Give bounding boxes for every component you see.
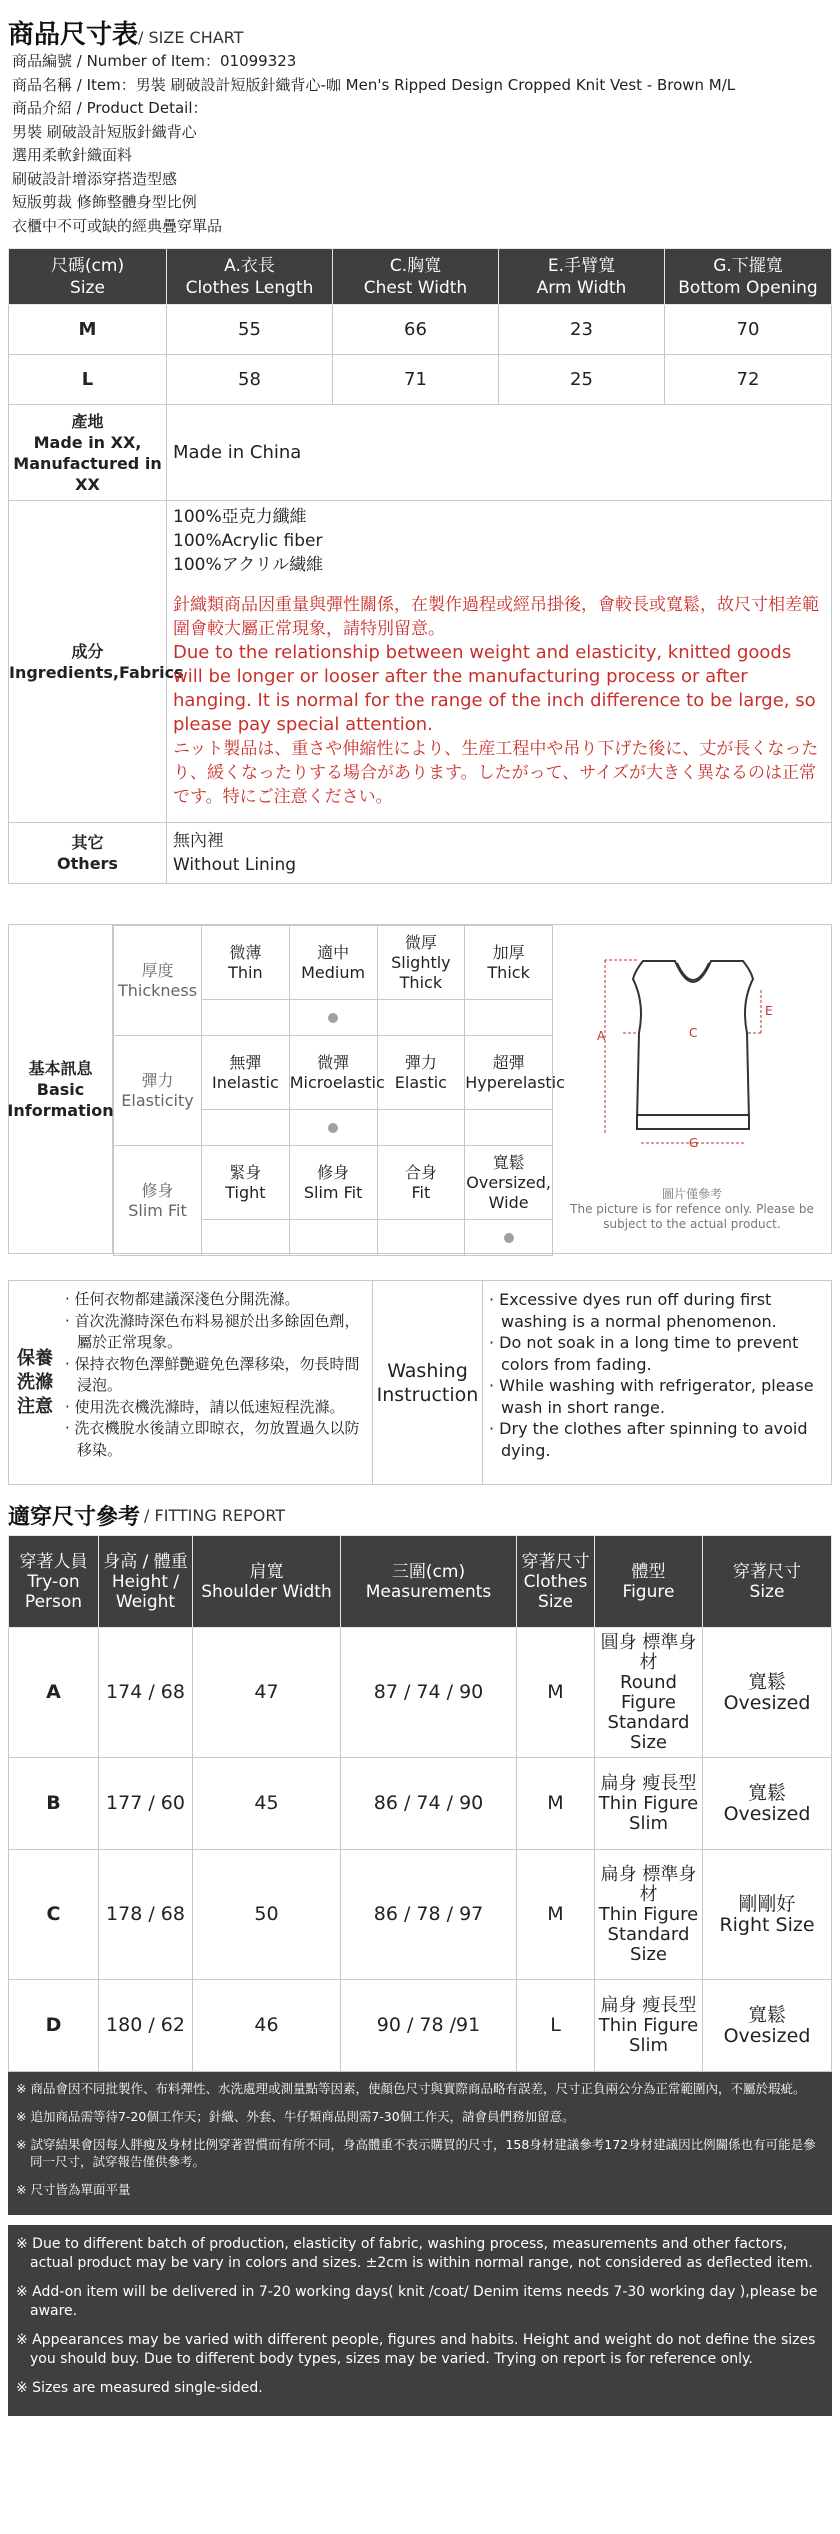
elasticity-option (377, 1036, 465, 1110)
info-product-detail-label: 商品介紹 / Product Detail： (12, 99, 208, 117)
fit-person: A (9, 1628, 99, 1758)
opt-zh: 微薄 (229, 942, 262, 962)
fit-option (289, 1146, 377, 1220)
thickness-option (465, 926, 553, 1000)
info-detail-line: 男裝 刷破設計短版針織背心 (12, 122, 197, 141)
note-en: ※ Due to different batch of production, elasticity of fabric, washing process, measurements and other factors, actual product may be vary in colors and sizes. ±2cm is within normal range, not considered as deflected item. (16, 2236, 813, 2271)
fit-result-zh: 寬鬆 (747, 1781, 786, 1804)
size-label: L (9, 355, 167, 405)
fit-measurements: 90 / 78 /91 (341, 1980, 517, 2072)
basic-info-label-en: Basic Information (7, 1079, 114, 1120)
fit-result-zh: 剛剛好 (738, 1892, 796, 1915)
fit-shoulder: 47 (193, 1628, 341, 1758)
opt-en: Inelastic (211, 1072, 279, 1092)
size-row-m (9, 305, 832, 355)
diagram-label-e: E (765, 1004, 773, 1018)
fit-header-shoulder (193, 1536, 341, 1628)
header-size (9, 249, 167, 305)
washing-item-en: · Do not soak in a long time to prevent colors from fading. (489, 1333, 799, 1374)
size-chart-title-en: / SIZE CHART (138, 28, 244, 47)
opt-zh: 合身 (404, 1162, 437, 1182)
basic-info-label (9, 925, 113, 1253)
dot-cell (377, 1220, 465, 1256)
fit-result (703, 1850, 832, 1980)
fit-label (114, 1146, 202, 1256)
washing-item-en: · Dry the clothes after spinning to avoid dying. (489, 1419, 808, 1460)
cat-zh: 厚度 (141, 960, 174, 980)
diagram-label-g: G (689, 1136, 699, 1150)
knit-warning-zh: 針織類商品因重量與彈性關係，在製作過程或經吊掛後，會較長或寬鬆，故尺寸相差範圍會較大屬正常現象，請特別留意。 (173, 595, 819, 639)
size-value: 58 (167, 355, 333, 405)
washing-item-text: 首次洗滌時深色布料易褪於出多餘固色劑，屬於正常現象。 (74, 1311, 360, 1351)
thickness-option (289, 926, 377, 1000)
fabric-line: 100%Acrylic fiber (173, 531, 323, 551)
opt-en: Tight (225, 1182, 266, 1202)
opt-en: Slightly Thick (391, 952, 451, 992)
fit-hw: 177 / 60 (99, 1758, 193, 1850)
others-label-en: Others (57, 854, 118, 873)
fit-header-zh: 穿著尺寸 (733, 1561, 801, 1582)
size-chart-title (8, 0, 832, 50)
elasticity-label (114, 1036, 202, 1146)
washing-item-en: · Excessive dyes run off during first washing is a normal phenomenon. (489, 1290, 777, 1331)
origin-label-en: Made in XX, Manufactured in XX (13, 432, 162, 494)
cat-zh: 彈力 (141, 1070, 174, 1090)
info-detail-line: 短版剪裁 修飾整體身型比例 (12, 193, 197, 211)
fit-shoulder: 50 (193, 1850, 341, 1980)
cat-zh: 修身 (141, 1180, 174, 1200)
fit-figure-en: Thin Figure Slim (598, 1792, 699, 1834)
notes-zh (8, 2072, 832, 2215)
fit-shoulder: 46 (193, 1980, 341, 2072)
opt-en: Slim Fit (303, 1182, 363, 1202)
selected-dot-icon (504, 1233, 514, 1243)
dot-cell (465, 1110, 553, 1146)
header-arm (499, 249, 665, 305)
fit-header-figure (595, 1536, 703, 1628)
selected-dot-icon (328, 1013, 338, 1023)
fit-result (703, 1628, 832, 1758)
others-value (167, 823, 832, 884)
fitting-row (9, 1628, 832, 1758)
fit-figure (595, 1628, 703, 1758)
others-value-zh: 無內裡 (173, 831, 224, 851)
header-length (167, 249, 333, 305)
fitting-title-en: / FITTING REPORT (144, 1505, 286, 1525)
fit-header-zh: 穿著人員 (19, 1551, 88, 1572)
picture-note (553, 1187, 831, 1232)
dot-cell (289, 1000, 377, 1036)
knit-warning-jp: ニット製品は、重さや伸縮性により、生産工程中や吊り下げた後に、丈が長くなったり、緩くなったりする場合があります。したがって、サイズが大きく異なるのは正常です。特にご注意ください。 (173, 739, 819, 807)
washing-list-zh (61, 1281, 373, 1484)
washing-item-zh: · 首次洗滌時深色布料易褪於出多餘固色劑，屬於正常現象。 (65, 1311, 360, 1351)
fit-header-hw (99, 1536, 193, 1628)
fit-option (202, 1146, 290, 1220)
washing-item-zh: · 洗衣機脫水後請立即晾衣，勿放置過久以防移染。 (65, 1419, 360, 1459)
fit-figure-en: Thin Figure Slim (598, 2014, 699, 2056)
opt-en: Elastic (394, 1072, 447, 1092)
fitting-row (9, 1758, 832, 1850)
info-item-name: 商品名稱 / Item：男裝 刷破設計短版針織背心-咖 Men's Ripped Design Cropped Knit Vest - Brown M/L (12, 75, 736, 94)
fit-header-en: Size (749, 1581, 785, 1602)
fitting-title (8, 1495, 832, 1535)
fit-header-zh: 穿著尺寸 (521, 1551, 590, 1572)
fit-option (465, 1146, 553, 1220)
fit-header-en: Try-on Person (24, 1571, 83, 1612)
washing-label-zh-text: 保養洗滌注意 (17, 1347, 53, 1417)
fabric-line: 100%亞克力纖維 (173, 507, 307, 527)
opt-en: Hyperelastic (465, 1072, 565, 1092)
fit-figure-zh: 圓身 標準身材 (600, 1631, 697, 1673)
washing-item-text: Excessive dyes run off during first washing is a normal phenomenon. (499, 1290, 777, 1331)
dot-cell (465, 1220, 553, 1256)
fit-figure-zh: 扁身 瘦長型 (600, 1994, 697, 2016)
others-row (9, 823, 832, 884)
fit-measurements: 86 / 74 / 90 (341, 1758, 517, 1850)
washing-item-text: 洗衣機脫水後請立即晾衣，勿放置過久以防移染。 (74, 1419, 360, 1459)
fit-figure-en: Round Figure Standard Size (607, 1671, 690, 1753)
washing-label-en: Washing Instruction (373, 1281, 483, 1484)
note-zh: ※ 追加商品需等待7-20個工作天；針織、外套、牛仔類商品則需7-30個工作天，請會員們務加留意。 (16, 2109, 575, 2124)
dot-cell (377, 1000, 465, 1036)
size-value: 25 (499, 355, 665, 405)
size-value: 72 (665, 355, 832, 405)
washing-item-text: While washing with refrigerator, please wash in short range. (499, 1376, 814, 1417)
elasticity-option (465, 1036, 565, 1110)
header-en: Bottom Opening (678, 277, 818, 298)
dot-cell (202, 1000, 290, 1036)
washing-section (8, 1280, 832, 1485)
fit-clothes-size: M (517, 1628, 595, 1758)
fit-option (377, 1146, 465, 1220)
fit-figure-en: Thin Figure Standard Size (598, 1903, 699, 1965)
picture-note-zh: 圖片僅參考 (661, 1187, 722, 1201)
opt-zh: 微厚 (404, 932, 437, 952)
header-en: Clothes Length (185, 277, 314, 298)
dot-cell (202, 1110, 290, 1146)
fitting-row (9, 1850, 832, 1980)
fit-header-size (703, 1536, 832, 1628)
info-detail-line: 選用柔軟針織面料 (12, 146, 133, 164)
fit-header-zh: 體型 (631, 1561, 666, 1582)
cat-en: Slim Fit (128, 1200, 187, 1220)
thickness-label (114, 926, 202, 1036)
vest-diagram-icon (593, 955, 793, 1165)
size-value: 66 (333, 305, 499, 355)
fit-clothes-size: M (517, 1758, 595, 1850)
basic-info-label-zh: 基本訊息 (28, 1058, 93, 1078)
dot-cell (289, 1220, 377, 1256)
opt-zh: 加厚 (492, 942, 525, 962)
fit-result-zh: 寬鬆 (747, 1670, 786, 1693)
fit-hw: 178 / 68 (99, 1850, 193, 1980)
fabric-line: 100%アクリル繊維 (173, 555, 324, 575)
opt-zh: 彈力 (404, 1052, 437, 1072)
notes-en (8, 2225, 832, 2416)
fit-header-measurements (341, 1536, 517, 1628)
note-zh: ※ 尺寸皆為單面平量 (16, 2182, 131, 2197)
fitting-table (8, 1535, 832, 2072)
dot-cell (289, 1110, 377, 1146)
others-label-zh: 其它 (71, 833, 104, 852)
opt-zh: 寬鬆 (492, 1152, 525, 1172)
origin-value: Made in China (167, 405, 832, 501)
fit-header-en: Measurements (365, 1581, 492, 1602)
header-en: Size (70, 277, 105, 298)
fit-figure (595, 1850, 703, 1980)
fit-person: B (9, 1758, 99, 1850)
thickness-option (202, 926, 290, 1000)
garment-diagram (553, 925, 831, 1253)
opt-en: Oversized, Wide (466, 1172, 551, 1212)
opt-en: Thin (228, 962, 263, 982)
fit-person: D (9, 1980, 99, 2072)
fit-header-zh: 三圍(cm) (391, 1561, 466, 1582)
thickness-option (377, 926, 465, 1000)
header-zh: A.衣長 (224, 255, 275, 276)
fit-result-en: Ovesized (723, 1691, 811, 1714)
size-table (8, 248, 832, 884)
fabric-label-zh: 成分 (71, 641, 104, 661)
info-detail-line: 刷破設計增添穿搭造型感 (12, 169, 178, 188)
dot-cell (202, 1220, 290, 1256)
product-info (8, 50, 832, 238)
fit-figure (595, 1980, 703, 2072)
washing-item-text: 使用洗衣機洗滌時，請以低速短程洗滌。 (74, 1397, 345, 1416)
cat-en: Thickness (117, 980, 198, 1000)
fit-header-en: Height / Weight (111, 1571, 180, 1612)
elasticity-option (202, 1036, 290, 1110)
knit-warning-en: Due to the relationship between weight and elasticity, knitted goods will be longer or looser after the manufacturing process or after hanging. It is normal for the range of the inch difference to be large, so please pay special attention. (173, 642, 816, 735)
fit-header-en: Figure (622, 1581, 675, 1602)
fabric-label (9, 501, 184, 823)
elasticity-option (289, 1036, 385, 1110)
washing-item-zh: · 使用洗衣機洗滌時，請以低速短程洗滌。 (65, 1397, 345, 1416)
fit-header-en: Shoulder Width (201, 1581, 332, 1602)
opt-en: Thick (487, 962, 530, 982)
header-en: Chest Width (363, 277, 468, 298)
washing-label-zh (9, 1281, 61, 1484)
cat-en: Elasticity (121, 1090, 194, 1110)
fit-clothes-size: M (517, 1850, 595, 1980)
header-zh: G.下擺寬 (713, 255, 783, 276)
selected-dot-icon (328, 1123, 338, 1133)
header-zh: E.手臂寬 (547, 255, 616, 276)
dot-cell (377, 1110, 465, 1146)
origin-label-zh: 產地 (71, 411, 104, 431)
note-en: ※ Sizes are measured single-sided. (16, 2380, 263, 2396)
opt-zh: 緊身 (229, 1162, 262, 1182)
info-item-number: 商品編號 / Number of Item：01099323 (12, 52, 297, 70)
note-zh: ※ 試穿結果會因每人胖瘦及身材比例穿著習慣而有所不同，身高體重不表示購買的尺寸，158身材建議參考172身材建議因比例關係也有可能是參同一尺寸，試穿報告僅供參考。 (16, 2137, 816, 2169)
opt-en: Medium (301, 962, 366, 982)
fitting-title-zh: 適穿尺寸參考 (8, 1504, 141, 1530)
fit-result (703, 1758, 832, 1850)
fit-shoulder: 45 (193, 1758, 341, 1850)
fit-person: C (9, 1850, 99, 1980)
opt-en: Microelastic (289, 1072, 385, 1092)
diagram-label-a: A (597, 1029, 606, 1043)
washing-list-en (483, 1281, 831, 1484)
opt-en: Fit (411, 1182, 431, 1202)
note-en: ※ Appearances may be varied with different people, figures and habits. Height and weight do not define the sizes you should buy. Due to different body types, sizes may be varied. Trying on report is for reference only. (16, 2332, 816, 2367)
fit-figure (595, 1758, 703, 1850)
fabric-value (167, 501, 832, 823)
fit-header-person (9, 1536, 99, 1628)
fabric-label-en: Ingredients,Fabrics (9, 662, 184, 682)
washing-item-text: 保持衣物色澤鮮艷避免色澤移染，勿長時間浸泡。 (74, 1354, 360, 1394)
info-detail-line: 衣櫃中不可或缺的經典疊穿單品 (12, 216, 223, 235)
fitting-row (9, 1980, 832, 2072)
washing-item-text: 任何衣物都建議深淺色分開洗滌。 (74, 1290, 300, 1308)
dot-cell (465, 1000, 553, 1036)
header-zh: 尺碼(cm) (50, 255, 125, 276)
fit-hw: 180 / 62 (99, 1980, 193, 2072)
fit-figure-zh: 扁身 標準身材 (600, 1863, 697, 1905)
header-chest (333, 249, 499, 305)
size-value: 55 (167, 305, 333, 355)
washing-item-text: Dry the clothes after spinning to avoid dying. (499, 1419, 808, 1460)
size-row-l (9, 355, 832, 405)
header-bottom (665, 249, 832, 305)
size-value: 70 (665, 305, 832, 355)
fit-result (703, 1980, 832, 2072)
washing-item-zh: · 保持衣物色澤鮮艷避免色澤移染，勿長時間浸泡。 (65, 1354, 360, 1394)
fit-result-en: Ovesized (723, 2024, 811, 2047)
basic-info-section (8, 924, 832, 1254)
others-label (9, 823, 167, 884)
washing-item-zh: · 任何衣物都建議深淺色分開洗滌。 (65, 1290, 300, 1308)
fit-result-en: Ovesized (723, 1802, 811, 1825)
size-value: 71 (333, 355, 499, 405)
note-en: ※ Add-on item will be delivered in 7-20 working days( knit /coat/ Denim items needs 7-30 working day ),please be aware. (16, 2284, 818, 2319)
fit-result-zh: 寬鬆 (747, 2003, 786, 2026)
fabric-row (9, 501, 832, 823)
fit-clothes-size: L (517, 1980, 595, 2072)
origin-label (9, 405, 167, 501)
size-table-header (9, 249, 832, 305)
washing-item-text: Do not soak in a long time to prevent colors from fading. (499, 1333, 799, 1374)
fit-result-en: Right Size (719, 1913, 815, 1936)
header-en: Arm Width (536, 277, 627, 298)
opt-zh: 超彈 (492, 1052, 525, 1072)
opt-zh: 修身 (317, 1162, 350, 1182)
picture-note-en: The picture is for refence only. Please be subject to the actual product. (570, 1202, 814, 1231)
washing-item-en: · While washing with refrigerator, please wash in short range. (489, 1376, 814, 1417)
origin-row (9, 405, 832, 501)
fit-header-zh: 身高 / 體重 (103, 1551, 188, 1572)
fit-figure-zh: 扁身 瘦長型 (600, 1772, 697, 1794)
others-value-en: Without Lining (173, 855, 297, 875)
size-value: 23 (499, 305, 665, 355)
fit-header-zh: 肩寬 (249, 1561, 284, 1582)
fitting-header (9, 1536, 832, 1628)
fit-measurements: 87 / 74 / 90 (341, 1628, 517, 1758)
header-zh: C.胸寬 (389, 255, 442, 276)
opt-zh: 無彈 (229, 1052, 262, 1072)
opt-zh: 微彈 (317, 1052, 350, 1072)
basic-info-grid (113, 925, 565, 1253)
fit-measurements: 86 / 78 / 97 (341, 1850, 517, 1980)
size-chart-title-zh: 商品尺寸表 (8, 20, 139, 50)
fit-hw: 174 / 68 (99, 1628, 193, 1758)
note-zh: ※ 商品會因不同批製作、布料彈性、水洗處理或測量點等因素，使顏色尺寸與實際商品略有誤差，尺寸正負兩公分為正常範圍內，不屬於瑕疵。 (16, 2081, 806, 2096)
fit-header-en: Clothes Size (523, 1571, 588, 1612)
diagram-label-c: C (689, 1026, 698, 1040)
fit-header-clothes-size (517, 1536, 595, 1628)
opt-zh: 適中 (317, 942, 350, 962)
size-label: M (9, 305, 167, 355)
